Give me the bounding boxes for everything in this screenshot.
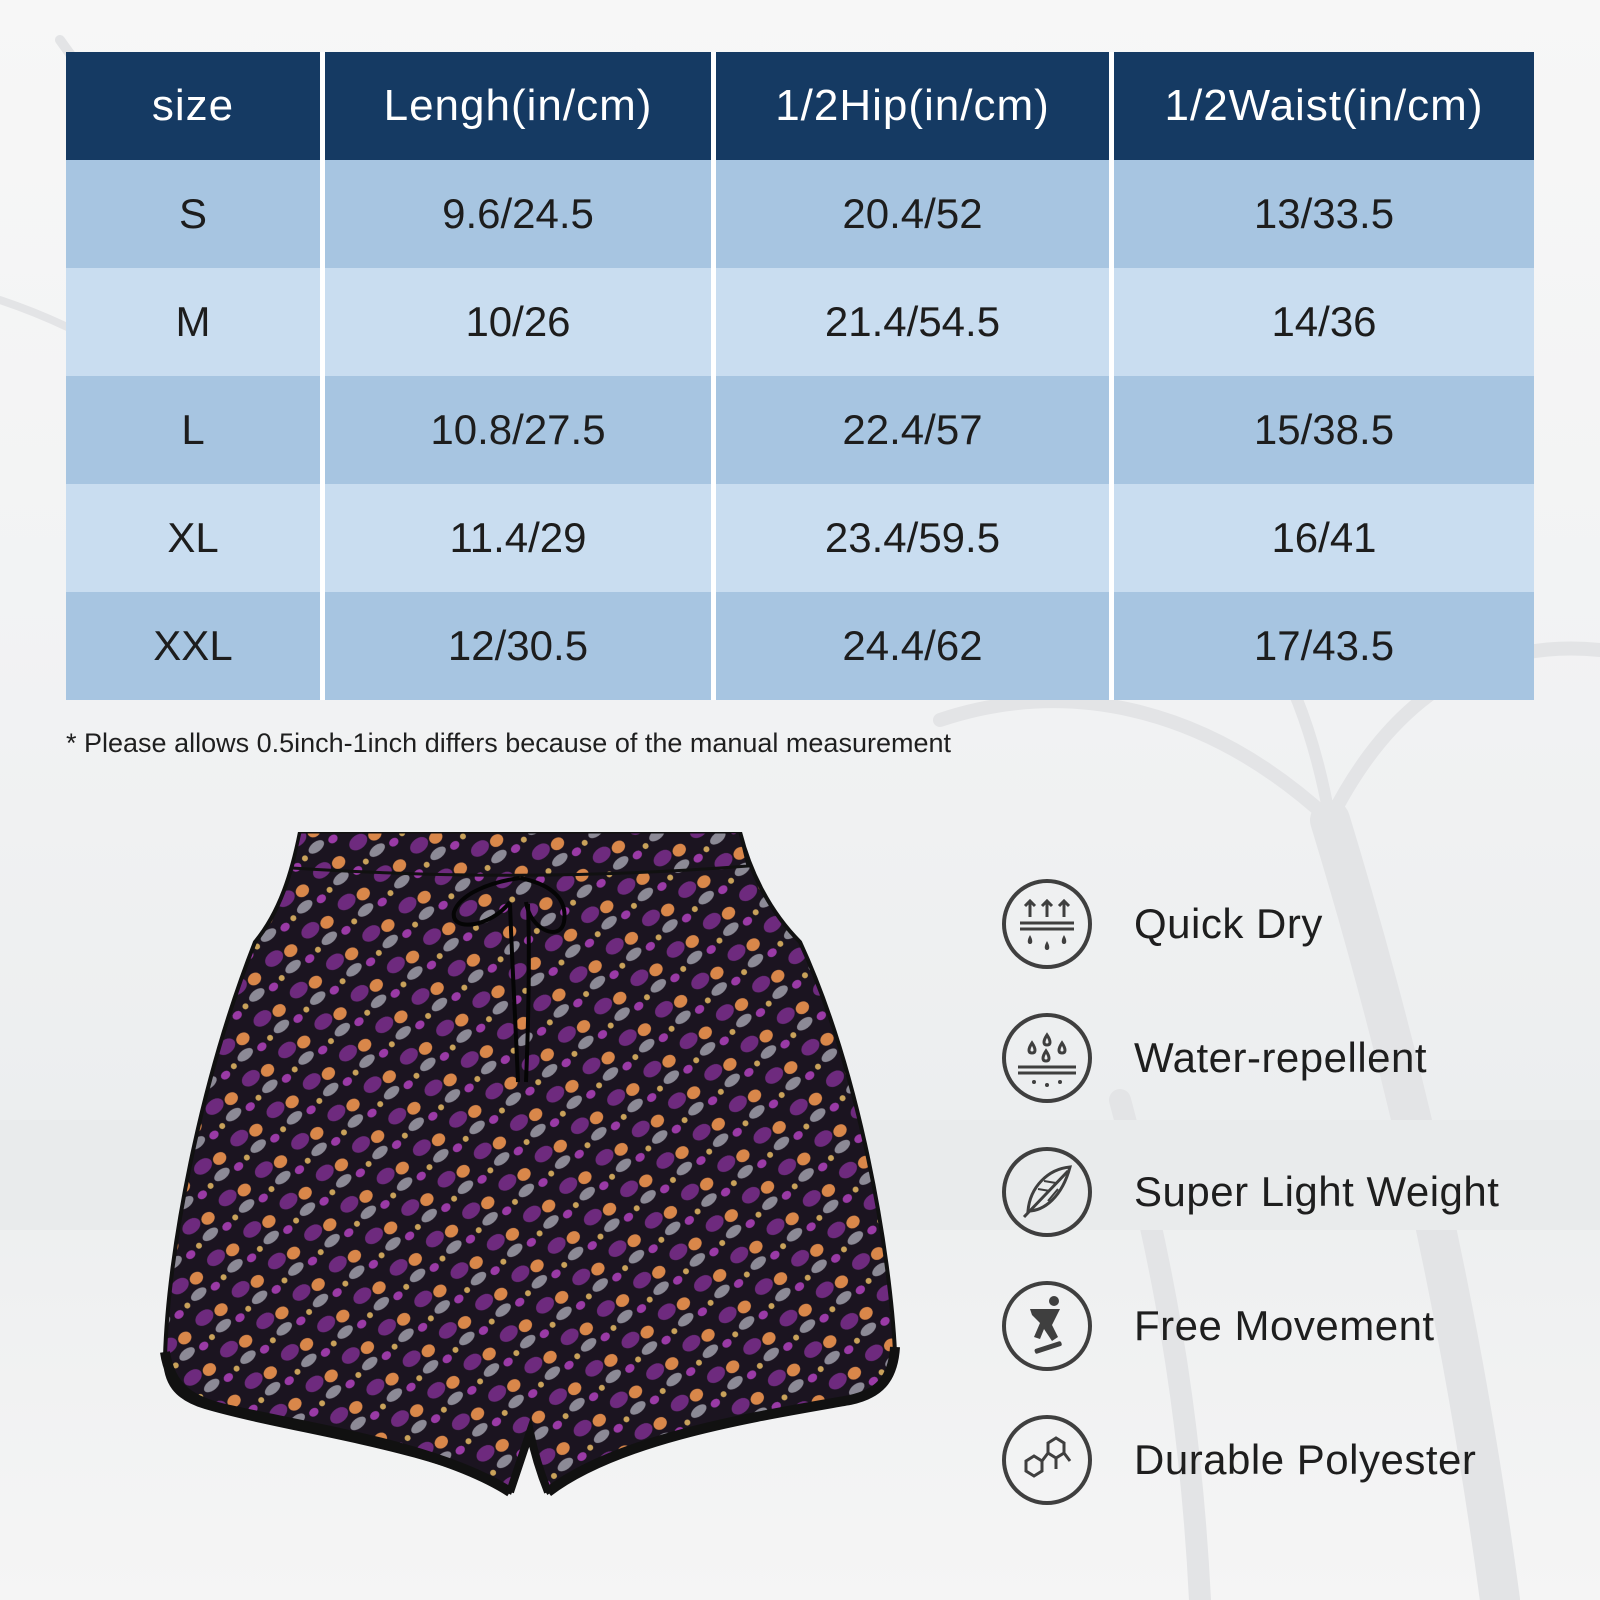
hip-cell: 22.4/57 [716,376,1114,484]
feature-quick-dry [1000,876,1560,972]
feature-water-repellent [1000,1010,1560,1106]
table-row [66,376,1534,484]
table-row [66,268,1534,376]
quick-dry-icon [1000,877,1094,971]
column-header-half-hip: 1/2Hip(in/cm) [716,52,1114,160]
waist-cell: 17/43.5 [1114,592,1534,700]
shorts-product-image [160,832,910,1522]
feature-label-light-weight: Super Light Weight [1134,1168,1500,1215]
waist-cell: 15/38.5 [1114,376,1534,484]
length-cell: 10/26 [325,268,716,376]
table-row [66,160,1534,268]
hip-cell: 21.4/54.5 [716,268,1114,376]
table-row [66,484,1534,592]
feature-durable-polyester [1000,1412,1560,1508]
skater-icon [1000,1279,1094,1373]
hip-cell: 24.4/62 [716,592,1114,700]
molecule-icon [1000,1413,1094,1507]
length-cell: 12/30.5 [325,592,716,700]
waist-cell: 16/41 [1114,484,1534,592]
column-header-length: Lengh(in/cm) [325,52,716,160]
waist-cell: 14/36 [1114,268,1534,376]
feature-label-water-repellent: Water-repellent [1134,1034,1428,1081]
length-cell: 10.8/27.5 [325,376,716,484]
waist-cell: 13/33.5 [1114,160,1534,268]
feature-free-movement [1000,1278,1560,1374]
table-row [66,592,1534,700]
feather-icon [1000,1145,1094,1239]
hip-cell: 20.4/52 [716,160,1114,268]
size-cell: XL [66,484,325,592]
hip-cell: 23.4/59.5 [716,484,1114,592]
length-cell: 11.4/29 [325,484,716,592]
size-cell: S [66,160,325,268]
size-chart-table [66,52,1534,700]
table-header-row [66,52,1534,160]
size-cell: XXL [66,592,325,700]
feature-label-free-movement: Free Movement [1134,1302,1435,1349]
column-header-size: size [66,52,325,160]
size-cell: L [66,376,325,484]
column-header-half-waist: 1/2Waist(in/cm) [1114,52,1534,160]
length-cell: 9.6/24.5 [325,160,716,268]
feature-light-weight [1000,1144,1560,1240]
water-repellent-icon [1000,1011,1094,1105]
feature-label-durable-polyester: Durable Polyester [1134,1436,1477,1483]
measurement-note: * Please allows 0.5inch-1inch differs because of the manual measurement [66,728,952,758]
size-cell: M [66,268,325,376]
feature-label-quick-dry: Quick Dry [1134,900,1323,947]
